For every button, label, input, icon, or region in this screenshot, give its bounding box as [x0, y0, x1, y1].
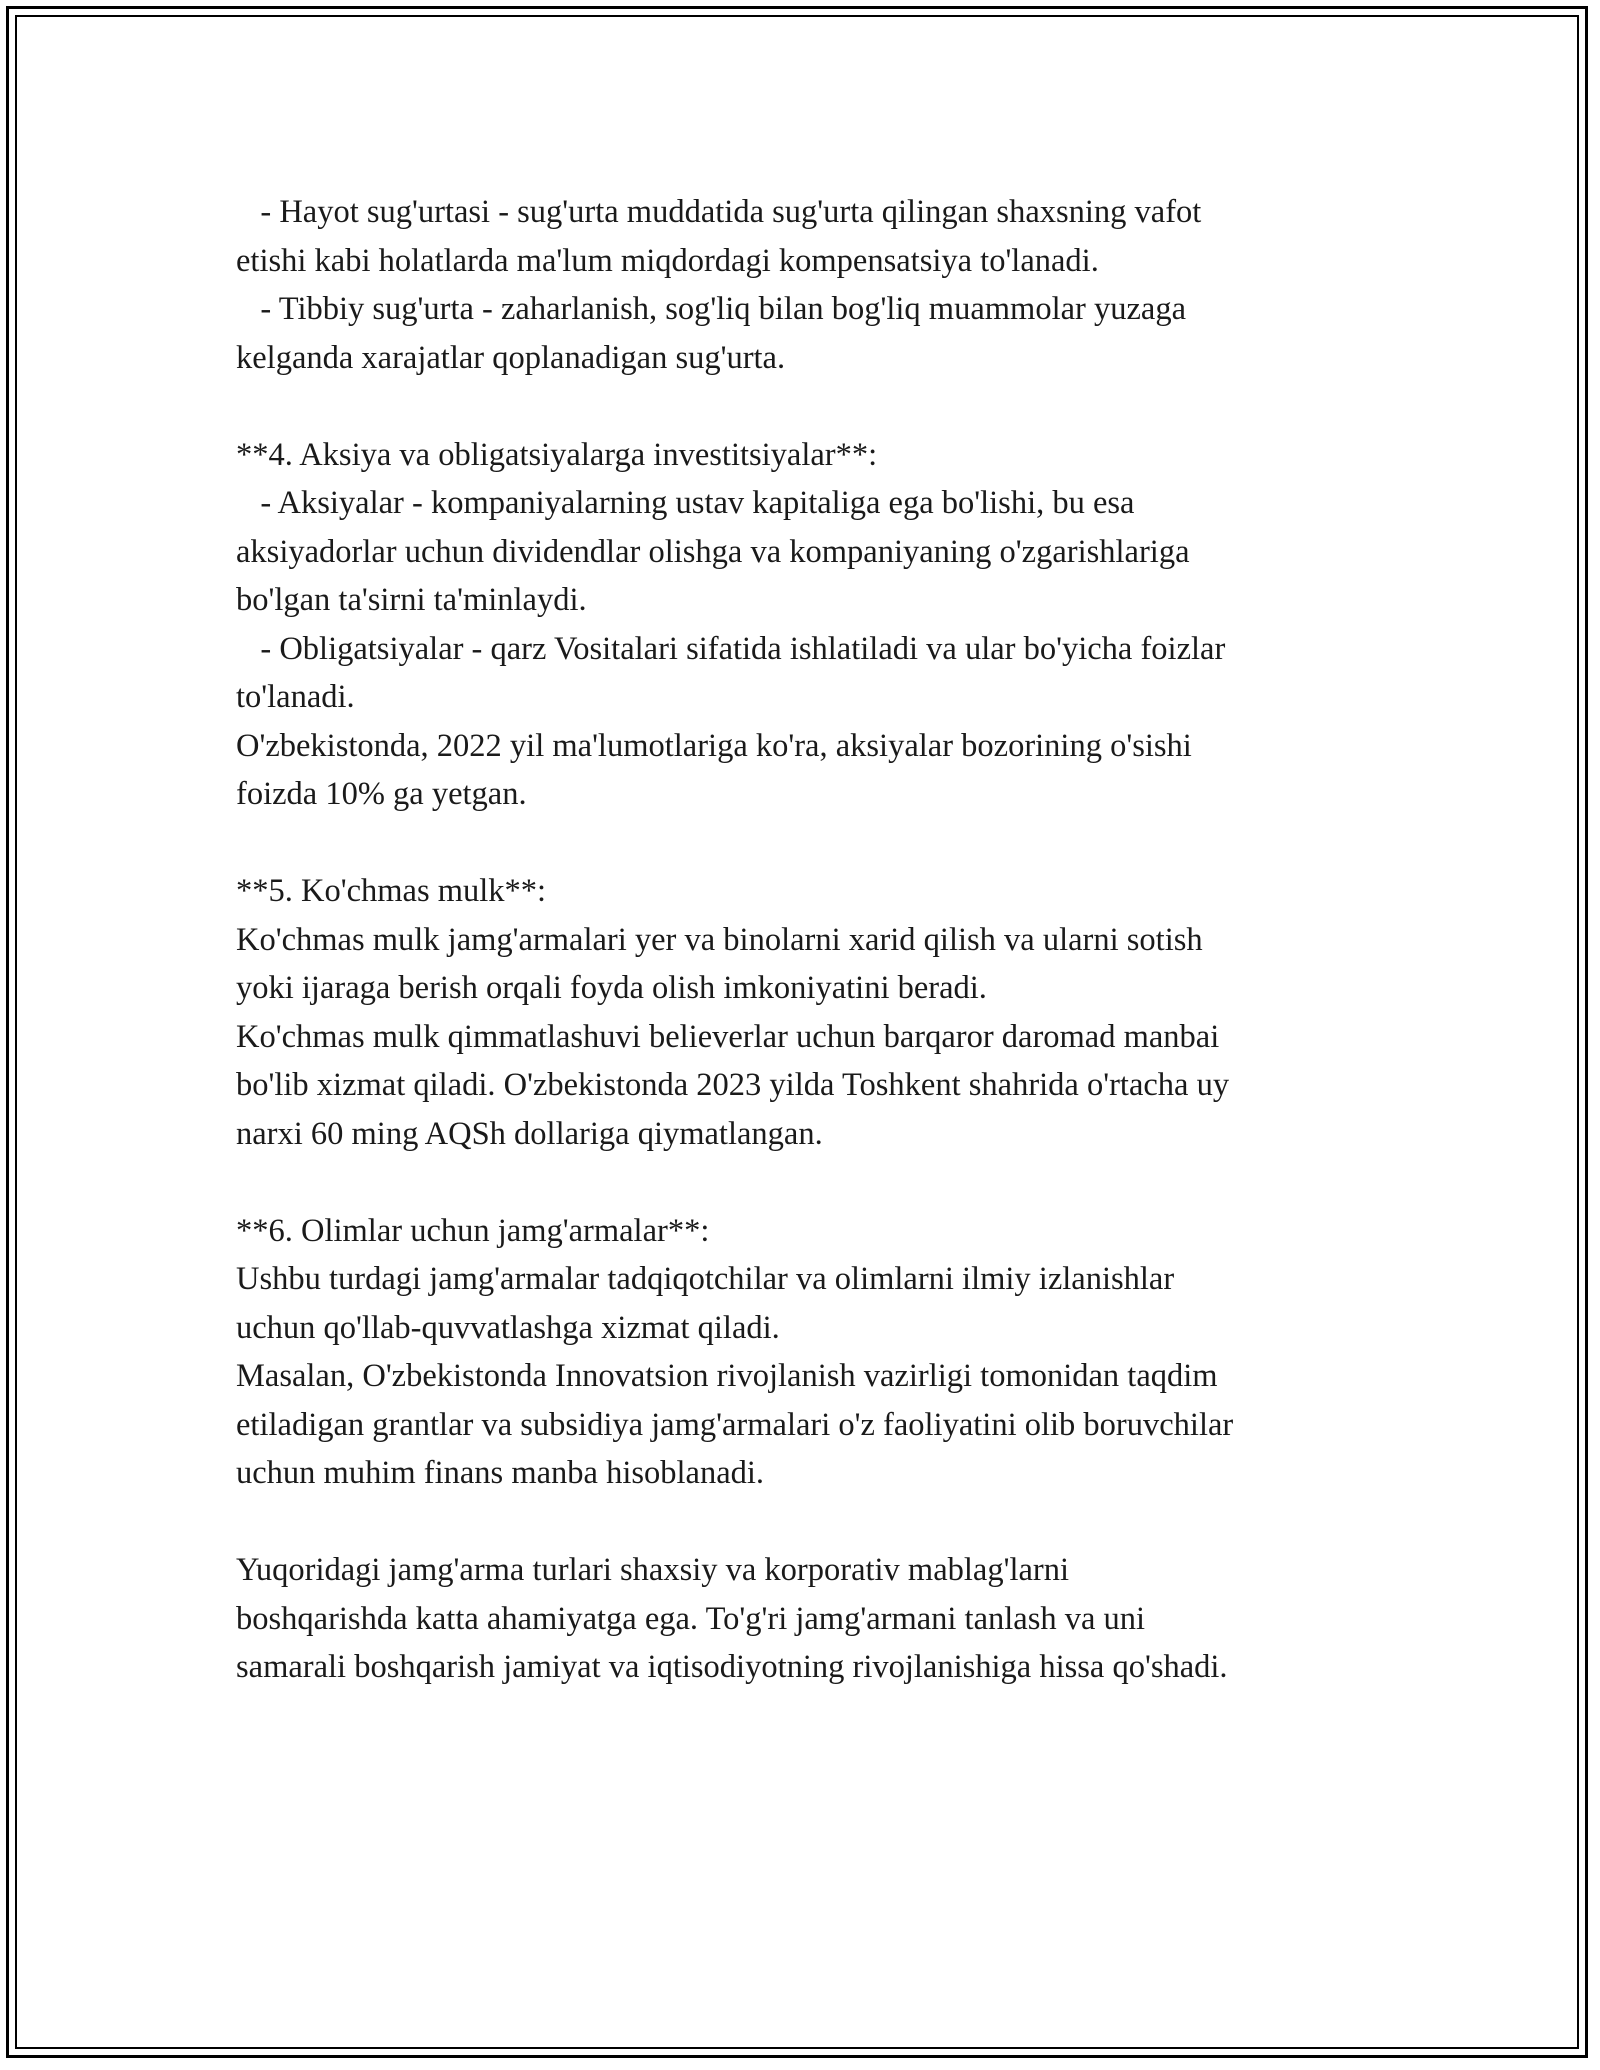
text-line: yoki ijaraga berish orqali foyda olish imkoniyatini beradi. [236, 970, 987, 1006]
text-line: - Hayot sug'urtasi - sug'urta muddatida sug'urta qilingan shaxsning vafot [236, 194, 1202, 230]
paragraph-gap [236, 1158, 1376, 1207]
paragraph-gap [236, 819, 1376, 868]
text-line: Ushbu turdagi jamg'armalar tadqiqotchilar va olimlarni ilmiy izlanishlar [236, 1261, 1175, 1297]
text-line: Ko'chmas mulk jamg'armalari yer va binolarni xarid qilish va ularni sotish [236, 921, 1203, 958]
text-line: bo'lgan ta'sirni ta'minlaydi. [236, 582, 587, 618]
text-line: Ko'chmas mulk qimmatlashuvi believerlar uchun barqaror daromad manbai [236, 1018, 1220, 1055]
text-line: **6. Olimlar uchun jamg'armalar**: [236, 1212, 710, 1249]
text-line: foizda 10% ga yetgan. [236, 776, 527, 812]
text-line: uchun muhim finans manba hisoblanadi. [236, 1455, 765, 1491]
text-line: narxi 60 ming AQSh dollariga qiymatlangan. [236, 1115, 823, 1152]
text-line: **4. Aksiya va obligatsiyalarga investitsiyalar**: [236, 436, 878, 473]
text-line: bo'lib xizmat qiladi. O'zbekistonda 2023 yilda Toshkent shahrida o'rtacha uy [236, 1067, 1230, 1103]
text-line: O'zbekistonda, 2022 yil ma'lumotlariga ko'ra, aksiyalar bozorining o'sishi [236, 727, 1192, 764]
text-line: etishi kabi holatlarda ma'lum miqdordagi kompensatsiya to'lanadi. [236, 242, 1099, 279]
text-line: **5. Ko'chmas mulk**: [236, 873, 547, 909]
text-line: - Aksiyalar - kompaniyalarning ustav kapitaliga ega bo'lishi, bu esa [236, 485, 1135, 521]
text-line: Yuqoridagi jamg'arma turlari shaxsiy va korporativ mablag'larni [236, 1552, 1070, 1588]
text-line: kelganda xarajatlar qoplanadigan sug'urta. [236, 339, 786, 376]
text-line: uchun qo'llab-quvvatlashga xizmat qiladi. [236, 1309, 780, 1346]
text-line: Masalan, O'zbekistonda Innovatsion rivojlanish vazirligi tomonidan taqdim [236, 1358, 1218, 1394]
paragraph-gap [236, 1498, 1376, 1547]
document-body [236, 188, 1376, 1692]
text-line: - Obligatsiyalar - qarz Vositalari sifatida ishlatiladi va ular bo'yicha foizlar [236, 630, 1226, 667]
text-line: - Tibbiy sug'urta - zaharlanish, sog'liq bilan bog'liq muammolar yuzaga [236, 291, 1186, 327]
text-line: samarali boshqarish jamiyat va iqtisodiyotning rivojlanishiga hissa qo'shadi. [236, 1649, 1228, 1685]
paragraph-gap [236, 382, 1376, 431]
text-line: boshqarishda katta ahamiyatga ega. To'g'ri jamg'armani tanlash va uni [236, 1600, 1146, 1637]
text-line: to'lanadi. [236, 679, 355, 715]
text-line: aksiyadorlar uchun dividendlar olishga va kompaniyaning o'zgarishlariga [236, 533, 1190, 570]
text-line: etiladigan grantlar va subsidiya jamg'armalari o'z faoliyatini olib boruvchilar [236, 1406, 1234, 1443]
